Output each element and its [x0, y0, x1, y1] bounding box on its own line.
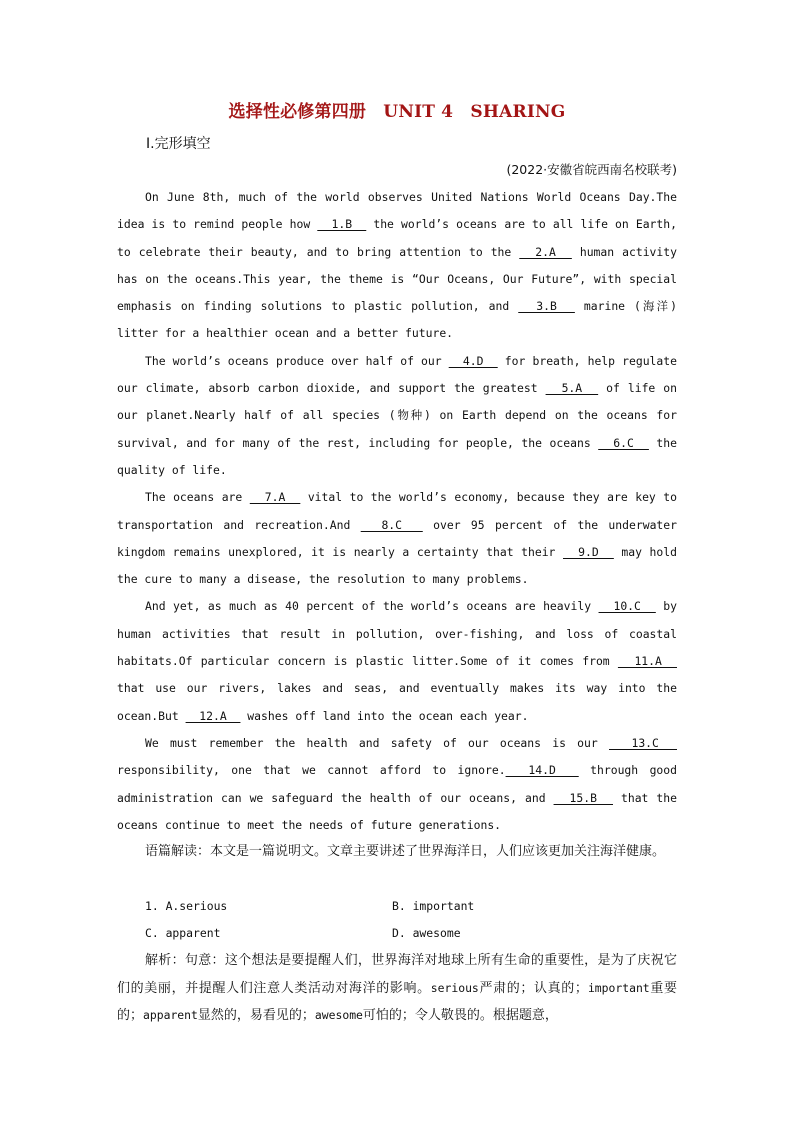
cloze-blank-1: 1.B: [317, 217, 367, 232]
question-1-options: [145, 893, 685, 948]
source-note: (2022·安徽省皖西南名校联考): [506, 162, 677, 177]
analysis-word: awesome: [314, 1008, 363, 1022]
passage-text: the world’s oceans are to all life on Earth, to celebrate their beauty, and to bring attention to the: [117, 217, 677, 259]
cloze-passage: [117, 184, 677, 839]
passage-text: human activity has on the oceans.This year, the theme is “Our Oceans, Our Future”, with special emphasis on finding solutions to plastic pollution, and: [117, 244, 677, 314]
passage-text: that the oceans continue to meet the needs of future generations.: [117, 790, 677, 832]
analysis-gloss: 显然的，易看见的；: [197, 1008, 315, 1023]
passage-paragraph-5: [117, 730, 677, 839]
passage-text: the quality of life.: [117, 435, 677, 477]
passage-text: by human activities that result in pollution, over-fishing, and loss of coastal habitats.Of particular concern is plastic litter.Some of it comes from: [117, 599, 677, 669]
options-row: [145, 920, 685, 947]
passage-text: for breath, help regulate our climate, absorb carbon dioxide, and support the greatest: [117, 353, 677, 396]
passage-text: marine (海洋) litter for a healthier ocean and a better future.: [117, 299, 677, 341]
passage-text: over 95 percent of the underwater kingdom remains unexplored, it is nearly a certainty that their: [117, 517, 677, 559]
option-c: C. apparent: [145, 926, 221, 941]
cloze-blank-15: 15.B: [553, 790, 613, 805]
analysis-text: [117, 947, 677, 1030]
options-row: [145, 893, 685, 920]
passage-text: The oceans are: [145, 490, 250, 505]
passage-text: washes off land into the ocean each year.: [240, 708, 529, 723]
cloze-blank-3: 3.B: [518, 299, 575, 314]
passage-paragraph-4: [117, 593, 677, 729]
option-d: D. awesome: [392, 926, 461, 941]
analysis-gloss: 重要的；: [117, 980, 677, 1023]
cloze-blank-8: 8.C: [360, 517, 423, 532]
passage-text: of life on our planet.Nearly half of all species (物种) on Earth depend on the oceans for survival, and for many of the rest, including for people, the oceans: [117, 381, 677, 450]
passage-text: We must remember the health and safety of our oceans is our: [145, 735, 609, 750]
passage-text: through good administration can we safeguard the health of our oceans, and: [117, 763, 678, 805]
passage-text: And yet, as much as 40 percent of the world’s oceans are heavily: [145, 599, 599, 614]
passage-text: responsibility, one that we cannot afford to ignore.: [117, 763, 506, 778]
page-title: 选择性必修第四册 UNIT 4 SHARING: [228, 102, 566, 122]
analysis-word: apparent: [143, 1008, 198, 1022]
analysis-gloss: 严肃的；认真的；: [478, 980, 588, 996]
option-a: 1. A.serious: [145, 899, 228, 913]
analysis-gloss: 可怕的；令人敬畏的。根据题意，: [362, 1008, 558, 1023]
option-b: B. important: [392, 899, 475, 913]
passage-text: vital to the world’s economy, because they are key to transportation and recreation.And: [117, 490, 677, 532]
cloze-blank-2: 2.A: [519, 244, 572, 259]
interpretation-text: 语篇解读：本文是一篇说明文。文章主要讲述了世界海洋日，人们应该更加关注海洋健康。: [145, 844, 666, 859]
section-heading: Ⅰ.完形填空: [146, 136, 211, 152]
cloze-blank-12: 12.A: [185, 708, 241, 723]
analysis-word: important: [587, 980, 650, 995]
passage-text: On June 8th, much of the world observes United Nations World Oceans Day.The idea is to remind people how: [117, 190, 677, 232]
cloze-blank-13: 13.C: [609, 735, 677, 750]
passage-paragraph-1: [117, 184, 677, 348]
cloze-blank-4: 4.D: [448, 353, 498, 368]
passage-paragraph-2: [117, 348, 677, 484]
question-1-analysis: [117, 947, 677, 1030]
cloze-blank-9: 9.D: [563, 544, 614, 559]
cloze-blank-14: 14.D: [505, 763, 579, 778]
analysis-word: serious: [430, 980, 479, 995]
cloze-blank-11: 11.A: [617, 654, 677, 669]
cloze-blank-5: 5.A: [545, 381, 599, 396]
cloze-blank-10: 10.C: [598, 599, 656, 614]
cloze-blank-7: 7.A: [249, 490, 301, 505]
analysis-sentence: 解析：句意：这个想法是要提醒人们，世界海洋对地球上所有生命的重要性，是为了庆祝它们的美丽，并提醒人们注意人类活动对海洋的影响。: [117, 953, 677, 996]
passage-paragraph-3: [117, 484, 677, 593]
passage-text: may hold the cure to many a disease, the resolution to many problems.: [117, 544, 677, 587]
passage-interpretation: [117, 838, 677, 866]
cloze-blank-6: 6.C: [598, 435, 649, 450]
passage-text: The world’s oceans produce over half of our: [145, 353, 449, 368]
passage-text: that use our rivers, lakes and seas, and eventually makes its way into the ocean.But: [117, 681, 677, 723]
